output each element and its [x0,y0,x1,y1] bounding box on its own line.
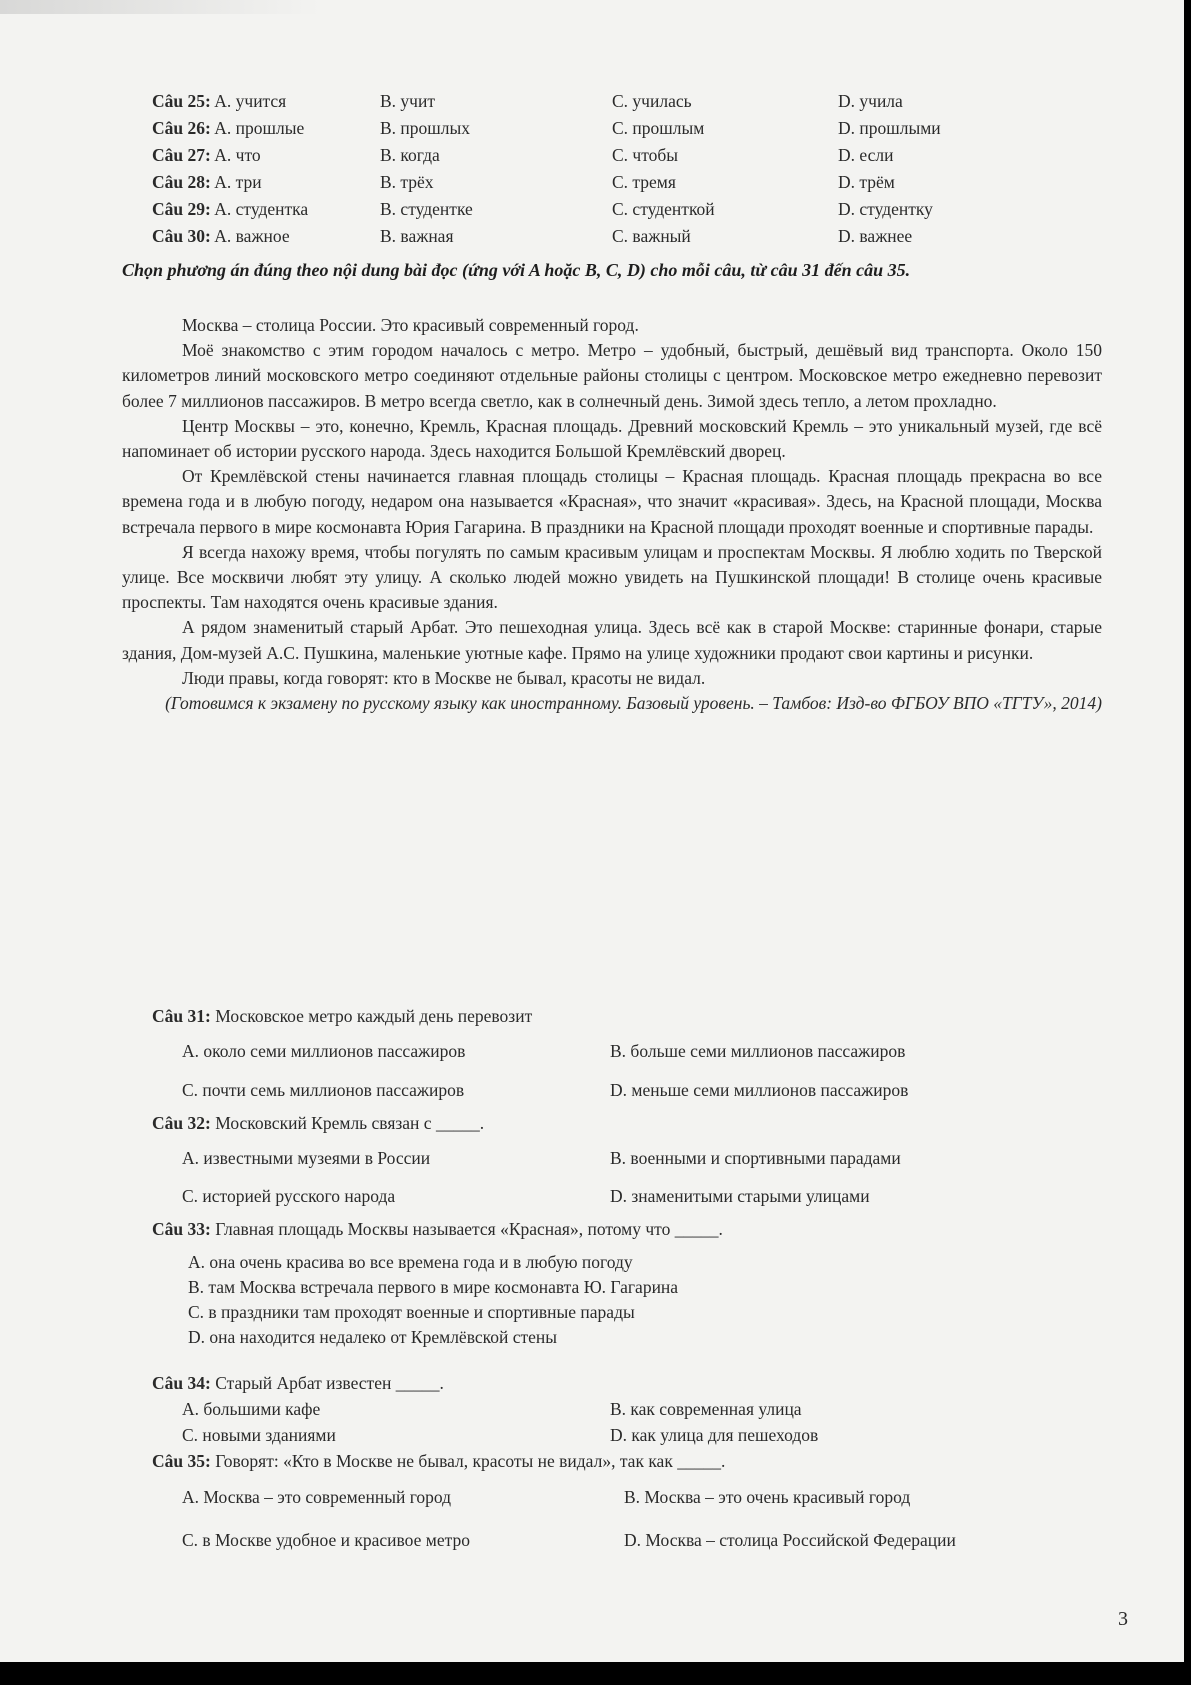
option-cell: B. студентке [380,199,473,219]
question-33: Câu 33: Главная площадь Москвы называется «Красная», потому что _____. [152,1219,723,1239]
scan-border-bottom [0,1662,1191,1685]
answer-b[interactable]: B. там Москва встречала первого в мире космонавта Ю. Гагарина [188,1277,679,1297]
option-cell: D. учила [838,91,903,111]
scan-border-right [1184,0,1191,1685]
option-cell: B. учит [380,91,435,111]
option-cell: D. студентку [838,199,933,219]
paragraph: Моё знакомство с этим городом началось с метро. Метро – удобный, быстрый, дешёвый вид транспорта. Около 150 километров линий московского метро соединяют отдельные районы столицы с центром. Московское метро ежедневно перевозит более 7 миллионов пассажиров. В метро всегда светло, как в солнечный день. Зимой здесь тепло, а летом прохладно. [122,340,1102,411]
paragraph: Москва – столица России. Это красивый современный город. [182,315,639,335]
option-cell: D. трём [838,172,895,192]
option-cell: D. прошлыми [838,118,941,138]
answer-a[interactable]: A. известными музеями в России [182,1148,431,1168]
option-cell: B. когда [380,145,440,165]
answer-b[interactable]: B. как современная улица [610,1399,802,1419]
paragraph: Я всегда нахожу время, чтобы погулять по самым красивым улицам и проспектам Москвы. Я люблю ходить по Тверской улице. Все москвичи любят эту улицу. А сколько людей можно увидеть на Пушкинской площади! В столице очень красивые проспекты. Там находятся очень красивые здания. [122,541,1102,613]
paragraph: От Кремлёвской стены начинается главная площадь столицы – Красная площадь. Красная площадь прекрасна во все времена года и в любую погоду, недаром она называется «Красная», что значит «красивая». Здесь, на Красной площади, Москва встречала первого в мире космонавта Юрия Гагарина. В праздники на Красной площади проходят военные и спортивные парады. [122,466,1102,537]
answer-b[interactable]: B. больше семи миллионов пассажиров [610,1041,906,1061]
answer-c[interactable]: C. новыми зданиями [182,1425,336,1445]
option-cell: B. трёх [380,172,434,192]
answers-row [182,1185,1130,1207]
answers-row [182,1079,1130,1101]
answers-row [182,1040,1130,1062]
option-cell: C. важный [612,226,691,246]
option-cell: C. училась [612,91,692,111]
question-31: Câu 31: Московское метро каждый день перевозит [152,1006,533,1026]
question-35: Câu 35: Говорят: «Кто в Москве не бывал, красоты не видал», так как _____. [152,1451,726,1471]
reading-instruction: Chọn phương án đúng theo nội dung bài đọc (ứng với A hoặc B, C, D) cho mỗi câu, từ câu 31 đến câu 35. [122,260,911,280]
answer-c[interactable]: C. историей русского народа [182,1186,396,1206]
option-cell: D. если [838,145,894,165]
answer-d[interactable]: D. Москва – столица Российской Федерации [624,1530,956,1550]
answer-a[interactable]: A. большими кафе [182,1399,321,1419]
options-table [152,90,1098,247]
answers-row [182,1398,1130,1420]
answers-row [182,1147,1130,1169]
option-cell: C. чтобы [612,145,679,165]
reading-passage [122,313,1102,716]
answers-list [188,1250,678,1350]
answer-c[interactable]: C. в праздники там проходят военные и спортивные парады [188,1302,635,1322]
answer-a[interactable]: A. Москва – это современный город [182,1487,452,1507]
option-cell: Câu 29: A. студентка [152,199,309,219]
page-number: 3 [1118,1608,1128,1630]
answer-c[interactable]: C. почти семь миллионов пассажиров [182,1080,465,1100]
option-cell: B. важная [380,226,454,246]
paragraph: А рядом знаменитый старый Арбат. Это пешеходная улица. Здесь всё как в старой Москве: старинные фонари, старые здания, Дом-музей А.С. Пушкина, маленькие уютные кафе. Прямо на улице художники продают свои картины и рисунки. [122,617,1102,663]
option-cell: Câu 27: A. что [152,145,261,165]
option-cell: Câu 25: A. учится [152,91,287,111]
option-cell: B. прошлых [380,118,471,138]
source-citation: (Готовимся к экзамену по русскому языку как иностранному. Базовый уровень. – Тамбов: Изд-во ФГБОУ ВПО «ТГТУ», 2014) [165,693,1102,714]
paragraph: Люди правы, когда говорят: кто в Москве не бывал, красоты не видал. [182,667,706,688]
option-cell: C. тремя [612,172,676,192]
paragraph: Центр Москвы – это, конечно, Кремль, Красная площадь. Древний московский Кремль – это уникальный музей, где всё напоминает об истории русского народа. Здесь находится Большой Кремлёвский дворец. [122,415,1102,462]
answers-row [182,1529,1104,1551]
question-32: Câu 32: Московский Кремль связан с _____. [152,1113,485,1133]
option-cell: Câu 30: A. важное [152,226,290,246]
option-cell: Câu 26: A. прошлые [152,118,305,138]
answer-d[interactable]: D. как улица для пешеходов [610,1425,819,1445]
scan-smudge [0,0,320,14]
answer-d[interactable]: D. знаменитыми старыми улицами [610,1186,870,1206]
option-cell: D. важнее [838,226,913,246]
answer-a[interactable]: A. она очень красива во все времена года и в любую погоду [188,1252,633,1272]
answer-d[interactable]: D. она находится недалеко от Кремлёвской стены [188,1327,558,1347]
answer-c[interactable]: C. в Москве удобное и красивое метро [182,1530,470,1550]
option-cell: C. студенткой [612,199,715,219]
option-cell: Câu 28: A. три [152,172,262,192]
answer-b[interactable]: B. Москва – это очень красивый город [624,1487,911,1507]
answers-row [182,1486,1104,1508]
answer-a[interactable]: A. около семи миллионов пассажиров [182,1041,466,1061]
option-cell: C. прошлым [612,118,705,138]
answer-d[interactable]: D. меньше семи миллионов пассажиров [610,1080,909,1100]
answers-row [182,1424,1130,1446]
question-34: Câu 34: Старый Арбат известен _____. [152,1373,444,1393]
answer-b[interactable]: B. военными и спортивными парадами [610,1148,901,1168]
